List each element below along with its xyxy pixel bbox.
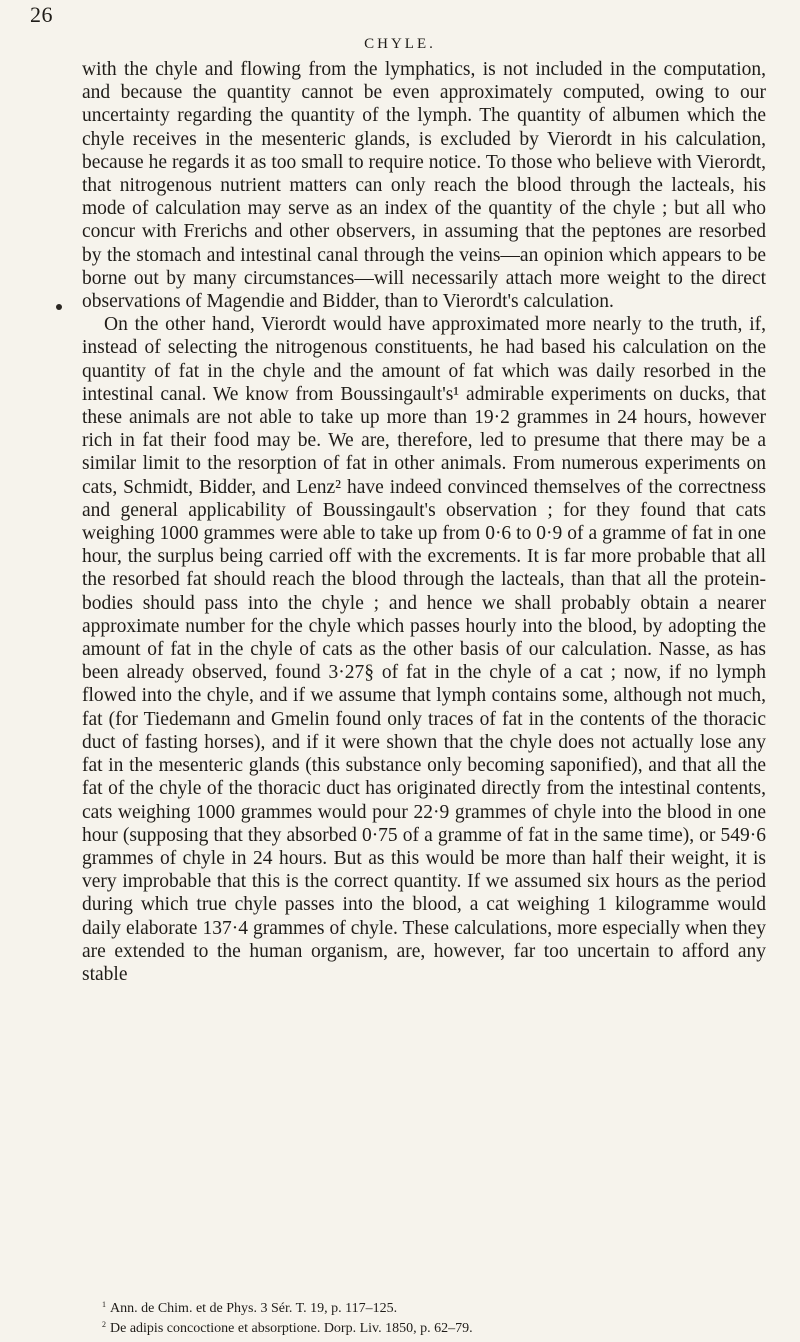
body-text [82,58,766,986]
footnotes [102,1297,762,1337]
footnote [102,1317,762,1337]
running-title: CHYLE. [364,36,436,52]
margin-dot-mark [56,304,62,310]
page-number: 26 [30,2,53,27]
footnote-text: Ann. de Chim. et de Phys. 3 Sér. T. 19, p. 117–125. [110,1301,398,1316]
footnote-mark: 2 [102,1320,106,1329]
paragraph-continued: with the chyle and flowing from the lymphatics, is not included in the computation, and because the quantity cannot be even approximately computed, owing to our uncertainty regarding the quantity of the lymph. The quantity of albumen which the chyle receives in the mesenteric glands, is excluded by Vierordt in his calculation, because he regards it as too small to require notice. To those who believe with Vierordt, that nitrogenous nutrient matters can only reach the blood through the lacteals, his mode of calculation may serve as an index of the quantity of the chyle ; but all who concur with Frerichs and other observers, in assuming that the peptones are resorbed by the stomach and intestinal canal through the veins—an opinion which appears to be borne out by many circumstances—will necessarily attach more weight to the direct observations of Magendie and Bidder, than to Vierordt's calculation. [82,59,766,313]
footnote-mark: 1 [102,1300,106,1309]
footnote [102,1297,762,1317]
paragraph: On the other hand, Vierordt would have approximated more nearly to the truth, if, instead of selecting the nitrogenous constituents, he had based his calculation on the quantity of fat in the chyle and the amount of fat which was daily resorbed in the intestinal canal. We know from Boussingault's¹ admirable experiments on ducks, that these animals are not able to take up more than 19·2 grammes in 24 hours, however rich in fat their food may be. We are, therefore, led to presume that there may be a similar limit to the resorption of fat in other animals. From numerous experiments on cats, Schmidt, Bidder, and Lenz² have indeed convinced themselves of the correctness and general applicability of Boussingault's observation ; for they found that cats weighing 1000 grammes were able to take up from 0·6 to 0·9 of a gramme of fat in one hour, the surplus being carried off with the excrements. It is far more probable that all the resorbed fat should reach the blood through the lacteals, than that all the protein-bodies should pass into the chyle ; and hence we shall probably obtain a nearer approximate number for the chyle which passes hourly into the blood, by adopting the amount of fat in the chyle of cats as the other basis of our calculation. Nasse, as has been already observed, found 3·27§ of fat in the chyle of a cat ; now, if no lymph flowed into the chyle, and if we assume that lymph contains some, although not much, fat (for Tiedemann and Gmelin found only traces of fat in the contents of the thoracic duct of fasting horses), and if it were shown that the chyle does not actually lose any fat in the mesenteric glands (this substance only becoming saponified), and that all the fat of the chyle of the thoracic duct has originated directly from the intestinal contents, cats weighing 1000 grammes would pour 22·9 grammes of chyle into the blood in one hour (supposing that they absorbed 0·75 of a gramme of fat in the same time), or 549·6 grammes of chyle in 24 hours. But as this would be more than half their weight, it is very improbable that this is the correct quantity. If we assumed six hours as the period during which true chyle passes into the blood, a cat weighing 1 kilogramme would daily elaborate 137·4 grammes of chyle. These calculations, more especially when they are extended to the human organism, are, however, far too uncertain to afford any stable [82,314,766,985]
footnote-text: De adipis concoctione et absorptione. Dorp. Liv. 1850, p. 62–79. [110,1321,473,1336]
